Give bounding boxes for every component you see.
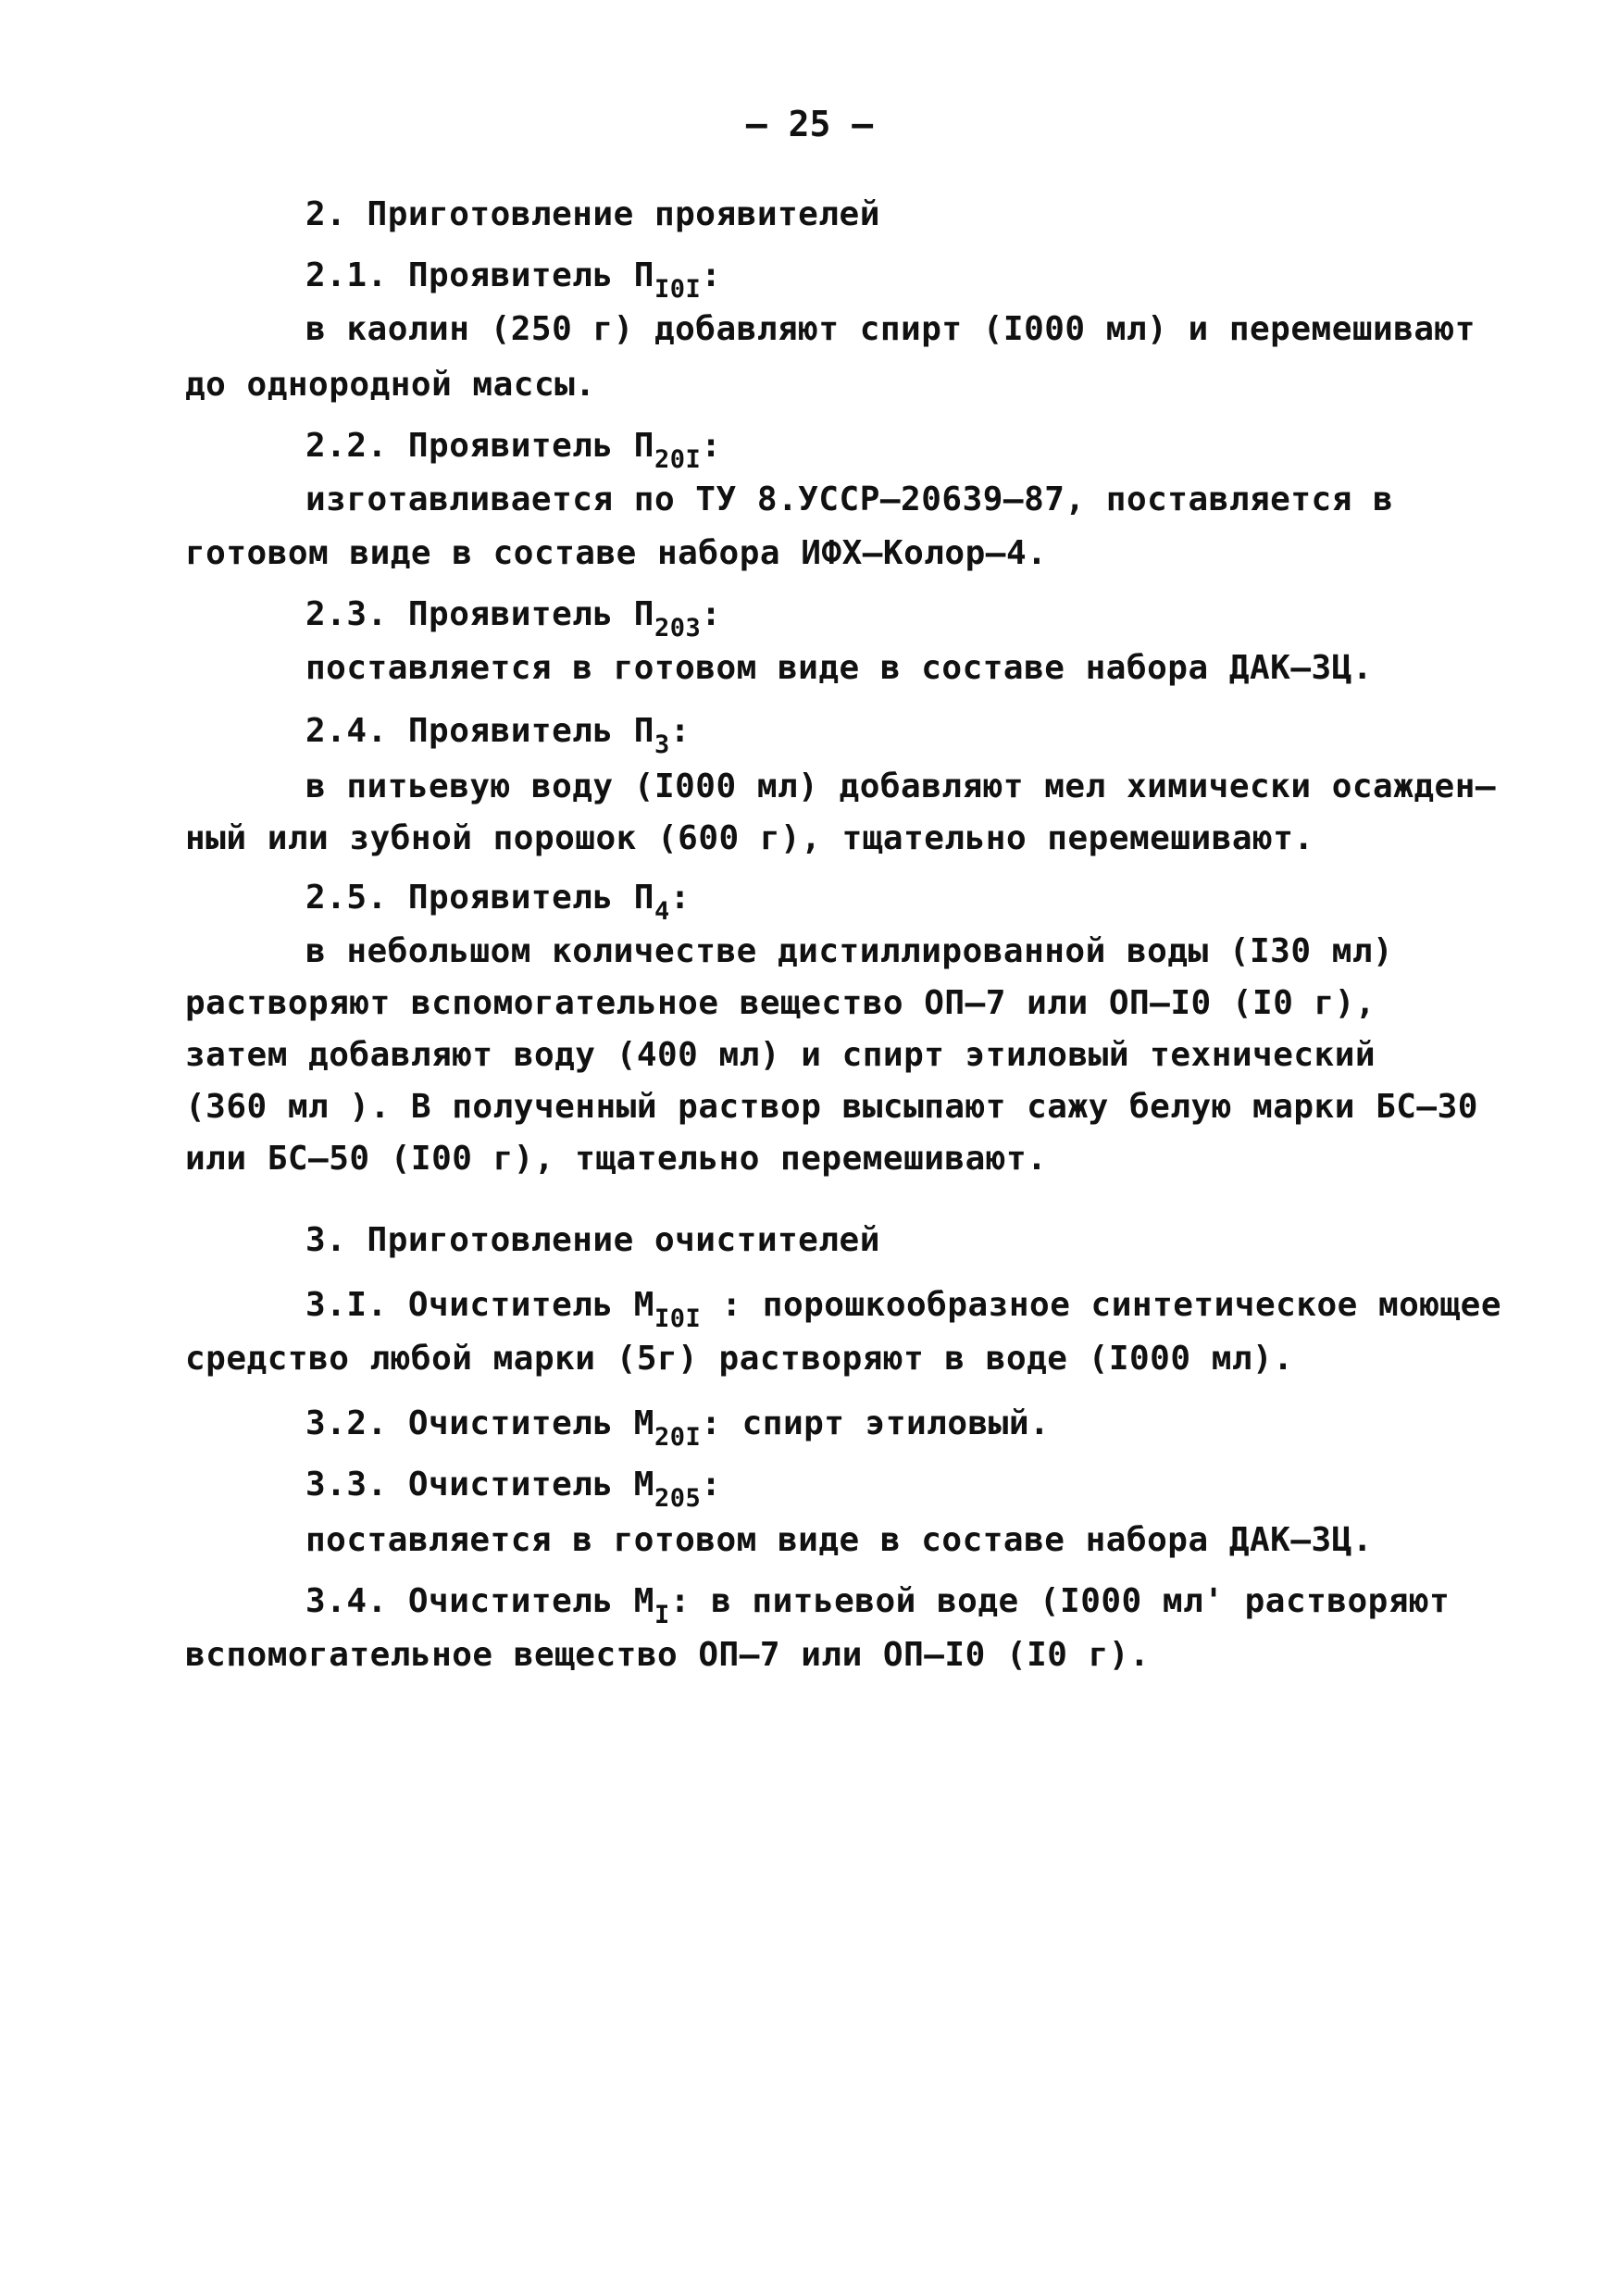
item-2-2-line-2: готовом виде в составе набора ИФХ–Колор–4. [185, 534, 1048, 572]
item-label: 3.4. Очиститель М [305, 1582, 654, 1620]
item-2-4-line-1: в питьевую воду (I000 мл) добавляют мел химически осажден– [305, 767, 1497, 805]
section-3-title: 3. Приготовление очистителей [305, 1221, 880, 1259]
item-tail: : [669, 712, 691, 750]
item-label: 2.5. Проявитель П [305, 879, 654, 917]
item-tail: : [701, 427, 722, 465]
item-2-1-heading [305, 256, 722, 304]
item-tail: : в питьевой воде (I000 мл' растворяют [669, 1582, 1451, 1620]
item-tail: : [701, 595, 722, 633]
item-subscript: I [654, 1601, 670, 1629]
item-tail: : [701, 256, 722, 294]
item-2-5-line-1: в небольшом количестве дистиллированной воды (I30 мл) [305, 932, 1394, 970]
item-subscript: 4 [654, 897, 670, 926]
item-3-2-heading [305, 1404, 1051, 1452]
item-subscript: I0I [654, 1304, 702, 1333]
page-number: – 25 – [745, 104, 874, 144]
item-subscript: 3 [654, 730, 670, 759]
item-2-5-line-3: затем добавляют воду (400 мл) и спирт этиловый технический [185, 1036, 1376, 1074]
item-2-1-line-2: до однородной массы. [185, 366, 596, 404]
item-label: 2.4. Проявитель П [305, 712, 654, 750]
item-tail: : [701, 1466, 722, 1504]
item-3-4-heading [305, 1581, 1451, 1629]
item-2-3-line-1: поставляется в готовом виде в составе набора ДАК–3Ц. [305, 649, 1374, 687]
item-tail: : порошкообразное синтетическое моющее [701, 1286, 1502, 1324]
item-label: 3.2. Очиститель М [305, 1404, 654, 1442]
item-label: 3.I. Очиститель М [305, 1286, 654, 1324]
item-subscript: 203 [654, 614, 702, 643]
item-2-5-line-2: растворяют вспомогательное вещество ОП–7 или ОП–I0 (I0 г), [185, 984, 1376, 1022]
item-3-3-line-1: поставляется в готовом виде в составе набора ДАК–3Ц. [305, 1521, 1374, 1559]
item-2-5-heading [305, 878, 691, 926]
item-label: 2.2. Проявитель П [305, 427, 654, 465]
item-2-2-line-1: изготавливается по ТУ 8.УССР–20639–87, поставляется в [305, 480, 1394, 518]
item-3-3-heading [305, 1465, 722, 1513]
item-2-1-line-1: в каолин (250 г) добавляют спирт (I000 мл) и перемешивают [305, 310, 1476, 348]
item-3-4-line-1: вспомогательное вещество ОП–7 или ОП–I0 (I0 г). [185, 1636, 1151, 1674]
item-2-5-line-5: или БС–50 (I00 г), тщательно перемешивают. [185, 1140, 1048, 1178]
item-tail: : [669, 879, 691, 917]
item-subscript: I0I [654, 275, 702, 304]
item-tail: : спирт этиловый. [701, 1404, 1051, 1442]
item-label: 2.1. Проявитель П [305, 256, 654, 294]
item-2-2-heading [305, 426, 722, 474]
item-2-5-line-4: (360 мл ). В полученный раствор высыпают сажу белую марки БС–30 [185, 1088, 1478, 1126]
item-2-3-heading [305, 594, 722, 643]
item-subscript: 205 [654, 1484, 702, 1513]
item-subscript: 20I [654, 1423, 702, 1452]
item-3-1-line-1: средство любой марки (5г) растворяют в воде (I000 мл). [185, 1340, 1294, 1378]
section-2-title: 2. Приготовление проявителей [305, 195, 880, 233]
item-label: 3.3. Очиститель М [305, 1466, 654, 1504]
item-label: 2.3. Проявитель П [305, 595, 654, 633]
item-3-1-heading [305, 1285, 1502, 1333]
item-2-4-heading [305, 711, 691, 759]
item-2-4-line-2: ный или зубной порошок (600 г), тщательно перемешивают. [185, 819, 1314, 857]
item-subscript: 20I [654, 445, 702, 474]
